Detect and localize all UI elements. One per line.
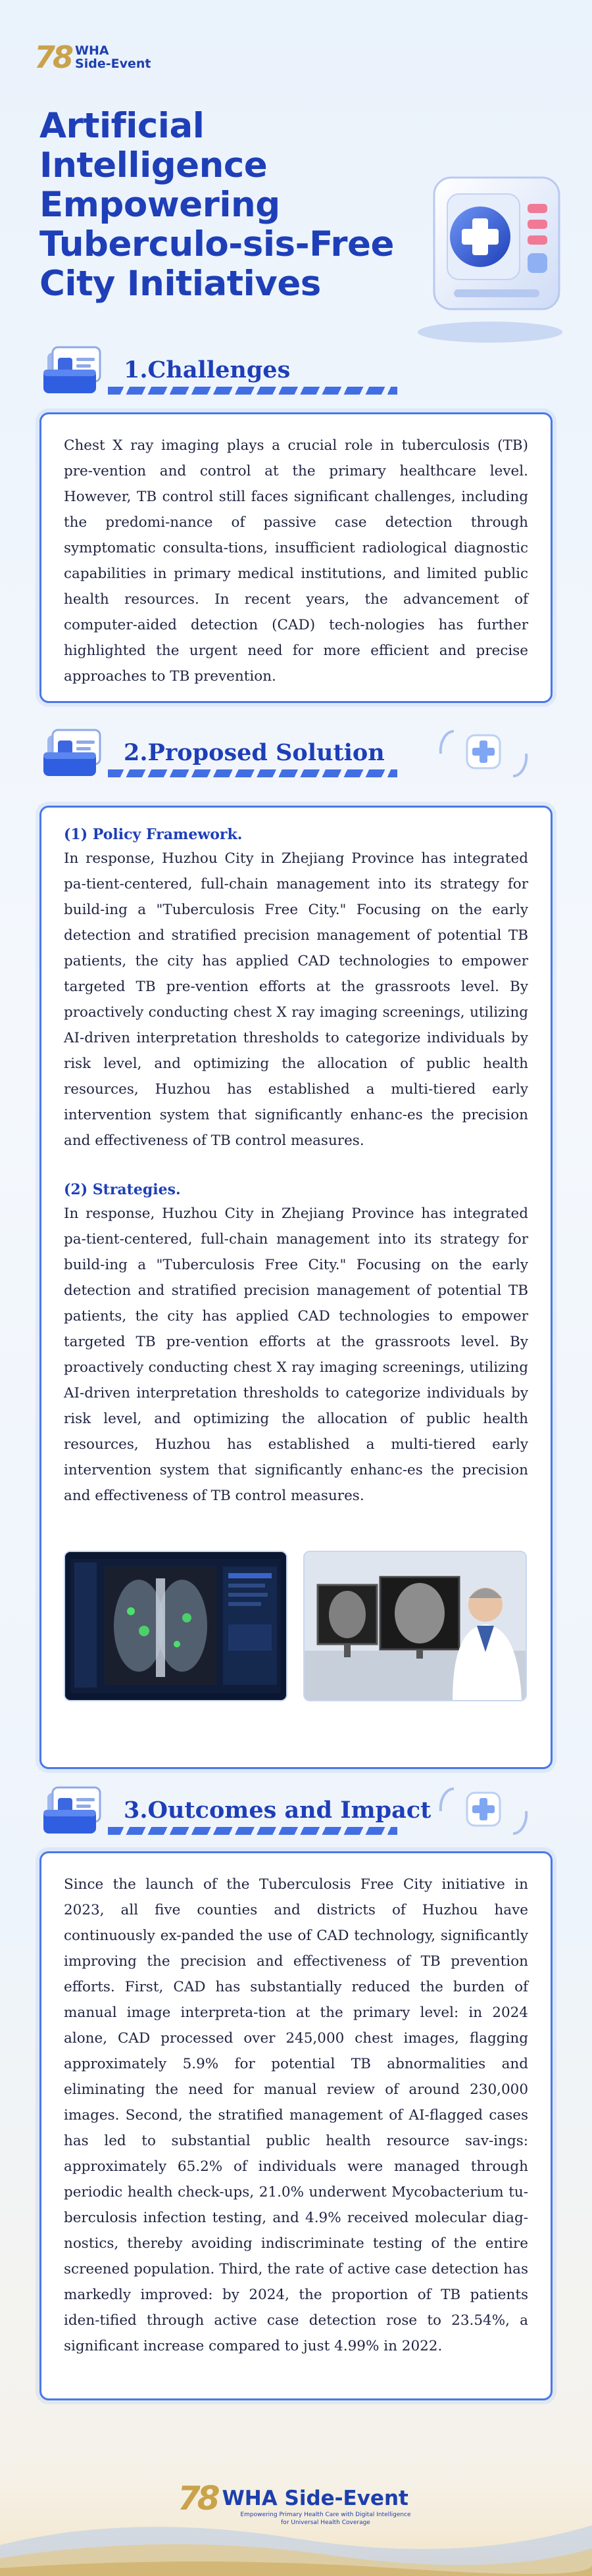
outcomes-text: Since the launch of the Tuberculosis Free City initiative in 2023, all five counties and districts of Huzhou have continuously ex-panded the use of CAD technology, significantly improving the precision and effectiveness of TB prevention efforts. First, CAD has substantially reduced the burden of manual image interpreta-tion at the primary level: in 2024 alone, CAD processed over 245,000 chest images, flagging approximately 5.9% for potential TB abnormalities and eliminating the need for manual review of around 230,000 images. Second, the stratified management of AI-flagged cases has led to substantial public health resource sav-ings: approximately 65.2% of individuals were managed through periodic health check-ups, 21.0% underwent Mycobacterium tu-berculosis infection testing, and 4.9% received molecular diag-nostics, thereby avoiding indiscriminate testing of the entire screened population. Third, the rate of active case detection has markedly improved: by 2024, the proportion of TB patients iden-tified through active case detection rose to 23.54%, a significant increase compared to just 4.99% in 2022. <box>64 1876 528 2354</box>
policy-text: In response, Huzhou City in Zhejiang Province has integrated pa-tient-centered, full-chain management into its strategy for build-ing a "Tuberculosis Free City." Focusing on the early detection and stratified precision management of potential TB patients, the city has applied CAD technologies to empower targeted TB pre-vention efforts at the grassroots level. By proactively conducting chest X ray imaging screenings, utilizing AI-driven interpretation thresholds to categorize individuals by risk level, and optimizing the allocation of public health resources, Huzhou has established a multi-tiered early intervention system that significantly enhanc-es the precision and effectiveness of TB control measures. <box>64 850 528 1149</box>
strategies-heading: (2) Strategies. <box>64 1181 181 1198</box>
footer-subtitle <box>217 2511 434 2527</box>
doctor-reviewing-photo <box>303 1551 527 1701</box>
title-underline-stripes <box>108 1827 397 1835</box>
solution-title: 2.Proposed Solution <box>124 739 385 766</box>
folder-icon <box>39 723 112 780</box>
logo-text <box>75 44 151 70</box>
xray-image <box>65 1552 286 1700</box>
cad-xray-screen-photo <box>64 1551 287 1701</box>
policy-heading: (1) Policy Framework. <box>64 826 243 843</box>
medical-cross-icon <box>428 1785 539 1837</box>
outcomes-box <box>39 1851 553 2400</box>
folder-icon <box>39 341 112 397</box>
challenges-header <box>39 341 559 397</box>
challenges-text: Chest X ray imaging plays a crucial role in tuberculosis (TB) pre-vention and control at the primary healthcare level. However, TB control still faces significant challenges, including the predomi-nance of passive case detection through symptomatic consulta-tions, insufficient radiological diagnostic capabilities in primary medical institutions, and limited public health resources. In recent years, the advancement of computer-aided detection (CAD) tech-nologies has further highlighted the urgent need for more efficient and precise approaches to TB prevention. <box>64 437 528 685</box>
footer-logo-number: 78 <box>178 2479 217 2517</box>
medical-cross-icon <box>428 727 539 780</box>
page-title: Artificial Intelligence Empowering Tuberculo-sis-Free City Initiatives <box>39 106 394 304</box>
footer-logo-text: WHA Side-Event <box>222 2487 408 2510</box>
solution-header <box>39 723 559 780</box>
footer-subtitle-line1: Empowering Primary Health Care with Digital Intelligence <box>240 2512 411 2518</box>
solution-box <box>39 806 553 1769</box>
outcomes-title: 3.Outcomes and Impact <box>124 1797 432 1824</box>
header-logo <box>34 39 151 75</box>
challenges-title: 1.Challenges <box>124 356 291 383</box>
folder-icon <box>39 1781 112 1837</box>
logo-line2: Side-Event <box>75 57 151 71</box>
footer-subtitle-line2: for Universal Health Coverage <box>281 2519 370 2526</box>
title-underline-stripes <box>108 769 397 777</box>
logo-number: 78 <box>34 39 72 75</box>
strategies-text: In response, Huzhou City in Zhejiang Province has integrated pa-tient-centered, full-chain management into its strategy for build-ing a "Tuberculosis Free City." Focusing on the early detection and stratified precision management of potential TB patients, the city has applied CAD technologies to empower targeted TB pre-vention efforts at the grassroots level. By proactively conducting chest X ray imaging screenings, utilizing AI-driven interpretation thresholds to categorize individuals by risk level, and optimizing the allocation of public health resources, Huzhou has established a multi-tiered early intervention system that significantly enhanc-es the precision and effectiveness of TB control measures. <box>64 1205 528 1504</box>
logo-line1: WHA <box>75 43 109 58</box>
title-underline-stripes <box>108 387 397 395</box>
doctor-image <box>305 1552 526 1700</box>
outcomes-header <box>39 1781 559 1837</box>
challenges-box <box>39 412 553 703</box>
medical-device-illustration <box>408 164 572 349</box>
